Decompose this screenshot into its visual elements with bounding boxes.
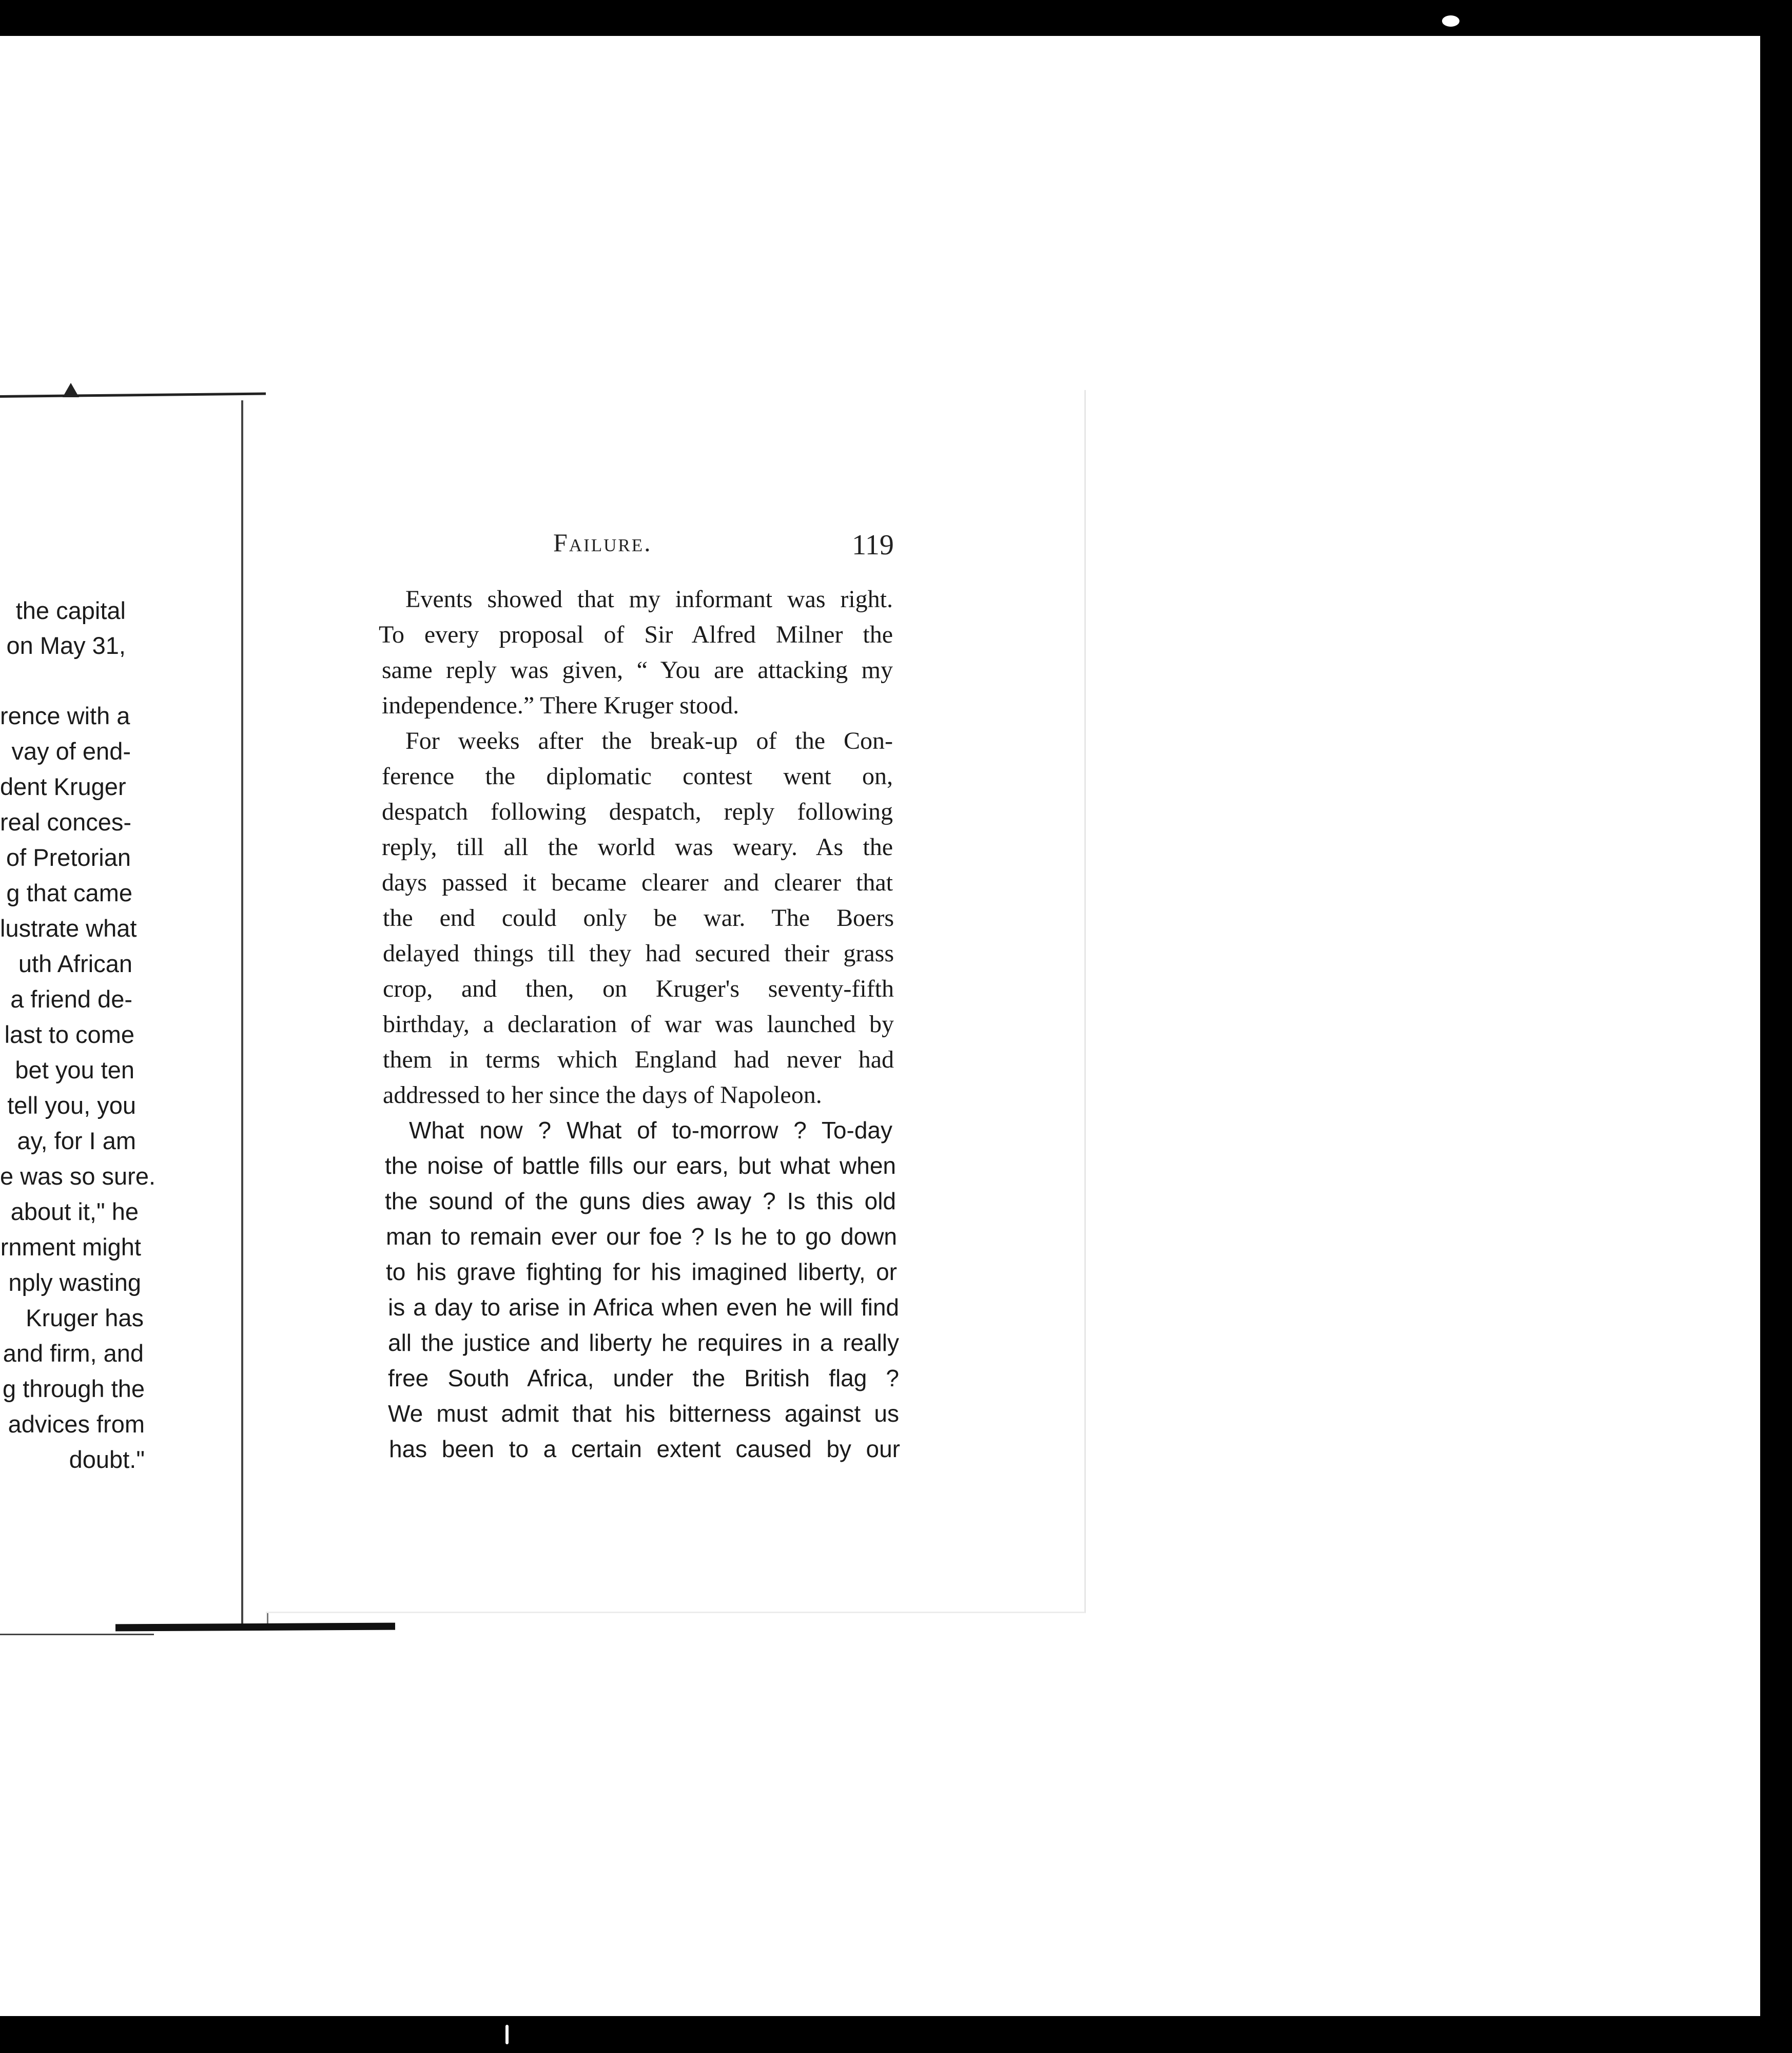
running-head: Failure. (553, 528, 652, 557)
right-page-line: independence.” There Kruger stood. (382, 692, 739, 719)
right-page-line: To every proposal of Sir Alfred Milner the (379, 621, 893, 648)
left-page-line: e was so sure. (0, 1163, 156, 1190)
right-page-line: days passed it became clearer and clearer that (382, 869, 893, 896)
right-page-line: What now ? What of to-morrow ? To-day (409, 1117, 892, 1144)
left-page-line: tell you, you (7, 1092, 136, 1119)
left-page-line: and firm, and (3, 1340, 144, 1367)
page-corner-mark (63, 383, 79, 397)
right-page-line: has been to a certain extent caused by our (389, 1436, 900, 1462)
left-page-line: advices from (8, 1410, 145, 1438)
left-page-line: Kruger has (26, 1304, 144, 1331)
page-bottom-rule (115, 1623, 395, 1632)
right-page-line: addressed to her since the days of Napoleon. (383, 1081, 822, 1109)
left-page-line: rence with a (0, 702, 130, 729)
left-page-line: a friend de- (10, 985, 132, 1013)
right-page-line: delayed things till they had secured their grass (383, 940, 894, 967)
left-page-line: the capital (15, 597, 126, 624)
left-page-line: on May 31, (6, 632, 126, 659)
left-page-line: last to come (4, 1021, 134, 1048)
right-page-line: crop, and then, on Kruger's seventy-fifth (383, 975, 894, 1002)
right-page-line: For weeks after the break-up of the Con- (405, 727, 893, 754)
right-page-line: reply, till all the world was weary. As the (382, 834, 893, 861)
right-page-line: same reply was given, “ You are attacking my (382, 656, 893, 684)
left-page-line: about it," he (10, 1198, 139, 1225)
right-page-line: despatch following despatch, reply following (382, 798, 893, 825)
right-page-line: birthday, a declaration of war was launched by (383, 1011, 894, 1038)
left-page-line: bet you ten (15, 1056, 134, 1083)
scan-speck (1442, 15, 1459, 27)
left-page-line: g through the (3, 1375, 145, 1402)
left-page-line: uth African (18, 950, 132, 977)
left-page-line: rnment might (0, 1233, 141, 1261)
right-page-line: the end could only be war. The Boers (383, 904, 894, 932)
scan-edge-bottom (0, 2016, 1792, 2053)
page-bottom-rule-thin (0, 1634, 154, 1635)
left-page-line: nply wasting (8, 1269, 141, 1296)
right-page-line: We must admit that his bitterness against us (388, 1400, 899, 1427)
left-page-line: dent Kruger (0, 773, 126, 800)
right-page-line: is a day to arise in Africa when even he will find (388, 1294, 899, 1321)
right-page-line: all the justice and liberty he requires in a really (388, 1329, 899, 1356)
right-page-line: ference the diplomatic contest went on, (382, 763, 893, 790)
left-page-line: of Pretorian (6, 844, 131, 871)
right-page-line: Events showed that my informant was right. (405, 586, 893, 613)
left-page-line: ay, for I am (17, 1127, 136, 1154)
right-page-line: the noise of battle fills our ears, but what when (385, 1152, 896, 1179)
right-page-line: them in terms which England had never had (383, 1046, 894, 1073)
left-page-line: g that came (6, 879, 132, 906)
left-page-line: lustrate what (0, 915, 137, 942)
right-page-line: man to remain ever our foe ? Is he to go down (386, 1223, 897, 1250)
left-page-line: real conces- (0, 808, 131, 836)
page-number: 119 (852, 529, 894, 561)
left-page-line: doubt." (69, 1446, 145, 1473)
right-page-line: the sound of the guns dies away ? Is this old (385, 1188, 896, 1214)
right-page-line: free South Africa, under the British flag ? (388, 1365, 899, 1391)
scan-edge-right (1760, 30, 1792, 2053)
right-page-line: to his grave fighting for his imagined liberty, or (386, 1258, 897, 1285)
book-gutter (241, 400, 268, 1624)
left-page-line: vay of end- (11, 738, 131, 765)
scan-speck (505, 2025, 509, 2044)
